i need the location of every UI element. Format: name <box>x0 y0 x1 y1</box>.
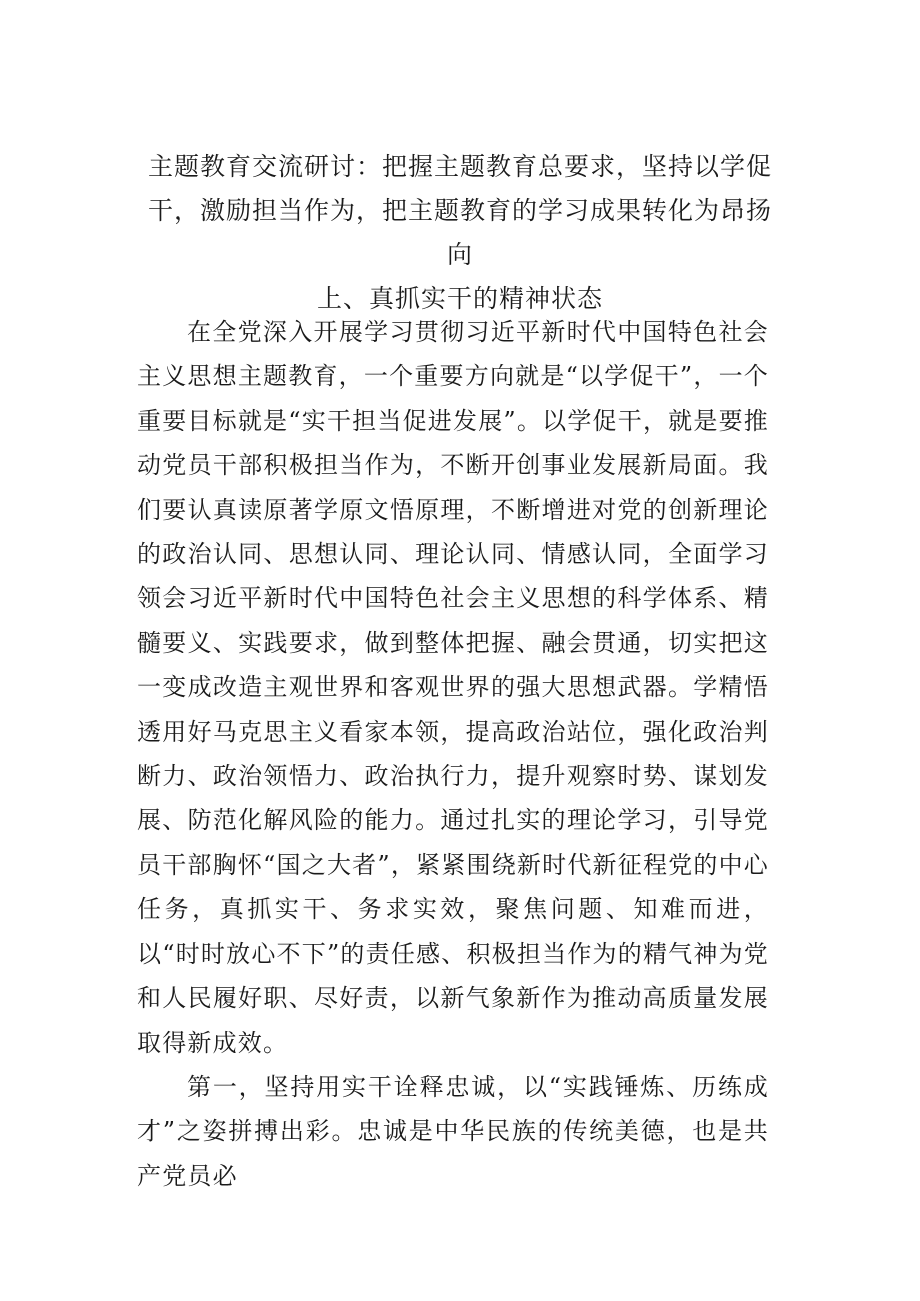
paragraph-1: 在全党深入开展学习贯彻习近平新时代中国特色社会主义思想主题教育，一个重要方向就是“以学促干”，一个重要目标就是“实干担当促进发展”。以学促干，就是要推动党员干部积极担当作为，不断开创事业发展新局面。我们要认真读原著学原文悟原理，不断增进对党的创新理论的政治认同、思想认同、理论认同、情感认同，全面学习领会习近平新时代中国特色社会主义思想的科学体系、精髓要义、实践要求，做到整体把握、融会贯通，切实把这一变成改造主观世界和客观世界的强大思想武器。学精悟透用好马克思主义看家本领，提高政治站位，强化政治判断力、政治领悟力、政治执行力，提升观察时势、谋划发展、防范化解风险的能力。通过扎实的理论学习，引导党员干部胸怀“国之大者”，紧紧围绕新时代新征程党的中心任务，真抓实干、务求实效，聚焦问题、知难而进，以“时时放心不下”的责任感、积极担当作为的精气神为党和人民履好职、尽好责，以新气象新作为推动高质量发展取得新成效。 <box>137 318 769 1057</box>
document-body <box>137 310 769 1198</box>
title-line-2: 干，激励担当作为，把主题教育的学习成果转化为昂扬向 <box>147 196 772 269</box>
title-line-3: 上、真抓实干的精神状态 <box>316 284 603 313</box>
title-line-1: 主题教育交流研讨：把握主题教育总要求，坚持以学促 <box>147 152 772 181</box>
paragraph-2: 第一，坚持用实干诠释忠诚，以“实践锤炼、历练成才”之姿拼搏出彩。忠诚是中华民族的传统美德，也是共产党员必 <box>137 1072 769 1190</box>
document-title <box>137 145 783 321</box>
